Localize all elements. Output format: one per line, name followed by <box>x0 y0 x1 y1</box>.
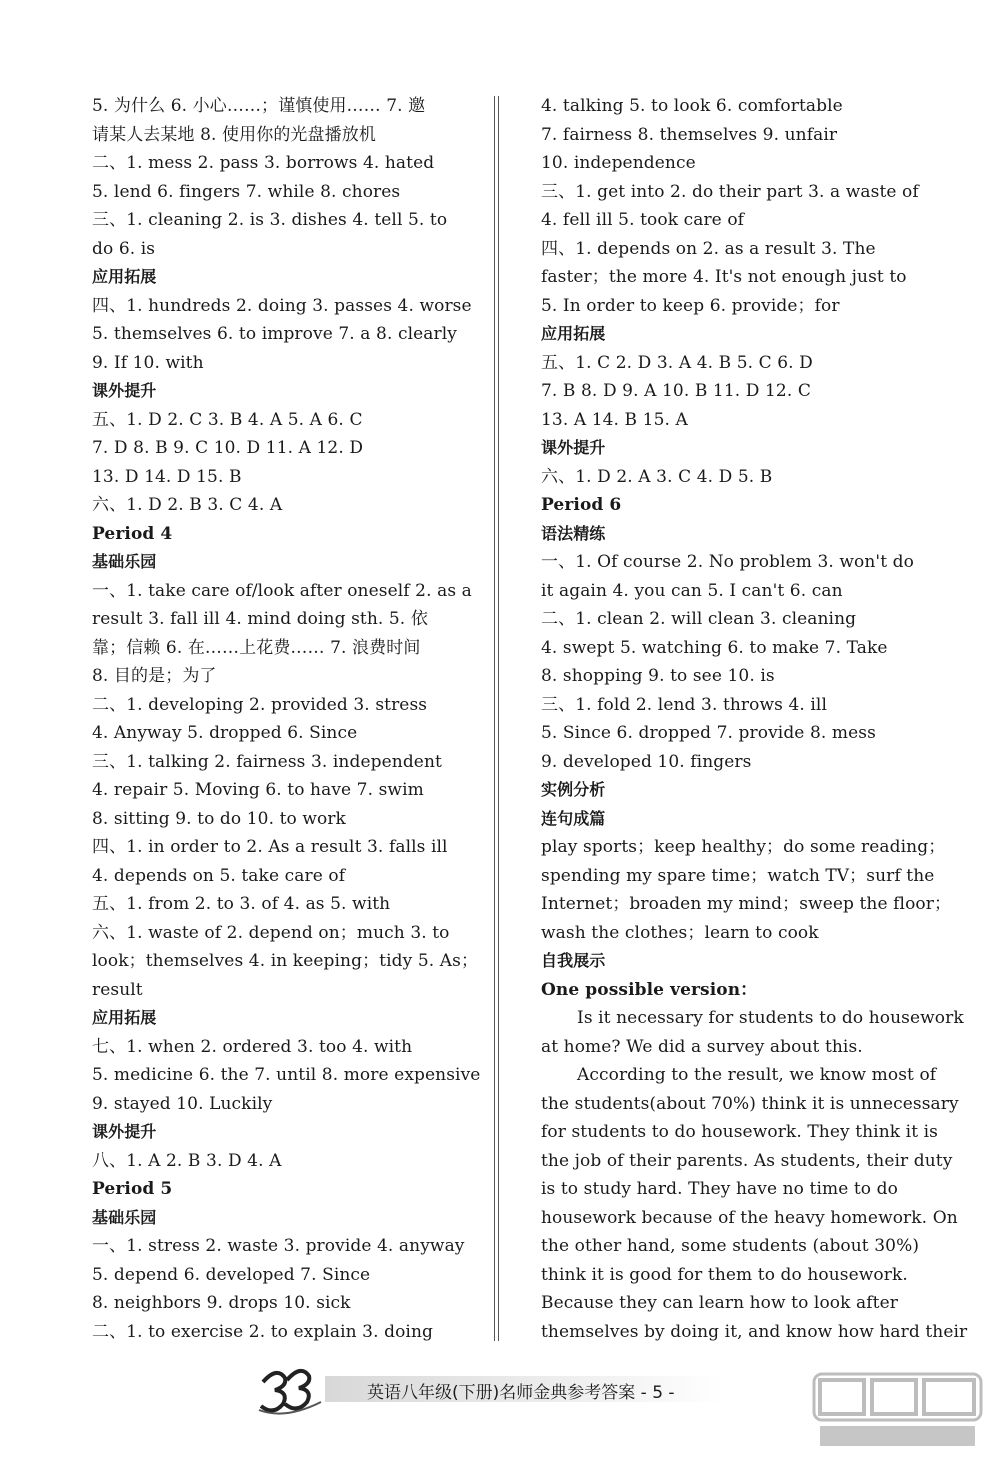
section-heading: 课外提升 <box>541 438 606 457</box>
answer-line: 4. repair 5. Moving 6. to have 7. swim <box>92 780 424 800</box>
answer-line: 六、1. D 2. B 3. C 4. A <box>92 495 283 515</box>
answer-line: the students(about 70%) think it is unnecessary <box>541 1093 959 1114</box>
answer-line: look；themselves 4. in keeping；tidy 5. As； <box>92 951 479 971</box>
answer-line: for students to do housework. They think it is <box>541 1122 939 1142</box>
answer-line: 7. D 8. B 9. C 10. D 11. A 12. D <box>92 438 364 458</box>
section-heading: 课外提升 <box>92 1122 157 1141</box>
answer-line: 六、1. D 2. A 3. C 4. D 5. B <box>541 466 773 487</box>
answer-line: 5. Since 6. dropped 7. provide 8. mess <box>541 723 876 743</box>
answer-line: think it is good for them to do housework. <box>541 1264 908 1285</box>
period-heading: Period 6 <box>541 495 622 515</box>
answer-line: 5. lend 6. fingers 7. while 8. chores <box>92 181 401 202</box>
period-heading: One possible version： <box>541 979 758 1000</box>
answer-line: wash the clothes；learn to cook <box>541 922 819 943</box>
answer-line: result <box>92 979 143 1000</box>
answer-line: 4. depends on 5. take care of <box>92 865 346 886</box>
answer-line: 靠；信赖 6. 在……上花费…… 7. 浪费时间 <box>92 637 421 658</box>
answer-line: 13. A 14. B 15. A <box>541 409 688 430</box>
left-column <box>92 92 481 1346</box>
answer-line: 10. independence <box>541 153 696 173</box>
paragraph-start-line: Is it necessary for students to do housework <box>577 1008 964 1028</box>
answer-line: 二、1. to exercise 2. to explain 3. doing <box>92 1321 433 1342</box>
section-heading: 应用拓展 <box>92 1008 157 1027</box>
answer-line: 一、1. Of course 2. No problem 3. won't do <box>541 552 914 572</box>
section-heading: 基础乐园 <box>92 552 157 571</box>
answer-line: 八、1. A 2. B 3. D 4. A <box>92 1150 282 1171</box>
answer-line: 9. stayed 10. Luckily <box>92 1093 273 1114</box>
answer-line: the job of their parents. As students, their duty <box>541 1150 953 1171</box>
section-heading: 应用拓展 <box>541 324 606 343</box>
answer-line: 4. Anyway 5. dropped 6. Since <box>92 723 358 743</box>
answer-line: 8. shopping 9. to see 10. is <box>541 666 775 686</box>
answer-line: 四、1. hundreds 2. doing 3. passes 4. worse <box>92 295 472 316</box>
answer-line: 五、1. from 2. to 3. of 4. as 5. with <box>92 894 391 914</box>
period-heading: Period 4 <box>92 523 173 544</box>
answer-line: 七、1. when 2. ordered 3. too 4. with <box>92 1036 413 1057</box>
answer-line: 8. sitting 9. to do 10. to work <box>92 808 346 829</box>
answer-line: housework because of the heavy homework. On <box>541 1207 958 1228</box>
answer-line: 4. talking 5. to look 6. comfortable <box>541 96 843 116</box>
mxqe-watermark-logo-icon <box>810 1370 985 1450</box>
answer-line: 5. medicine 6. the 7. until 8. more expensive <box>92 1065 481 1085</box>
answer-line: 一、1. stress 2. waste 3. provide 4. anyway <box>92 1236 465 1256</box>
section-heading: 自我展示 <box>541 951 606 970</box>
answer-line: result 3. fall ill 4. mind doing sth. 5. 依 <box>92 609 428 629</box>
answer-line: 13. D 14. D 15. B <box>92 466 242 487</box>
answer-line: play sports；keep healthy；do some reading； <box>541 837 946 857</box>
period-heading: Period 5 <box>92 1179 173 1199</box>
answer-line: themselves by doing it, and know how hard their <box>541 1321 968 1342</box>
answer-line: 4. swept 5. watching 6. to make 7. Take <box>541 637 888 658</box>
answer-line: it again 4. you can 5. I can't 6. can <box>541 580 843 601</box>
section-heading: 应用拓展 <box>92 267 157 286</box>
answer-line: 四、1. depends on 2. as a result 3. The <box>541 238 876 259</box>
answer-line: 三、1. get into 2. do their part 3. a waste of <box>541 181 919 202</box>
paragraph-start-line: According to the result, we know most of <box>577 1065 937 1085</box>
answer-line: 5. In order to keep 6. provide；for <box>541 295 840 316</box>
footer-title: 英语八年级(下册)名师金典参考答案 - 5 - <box>367 1383 675 1403</box>
answer-line: 5. themselves 6. to improve 7. a 8. clearly <box>92 324 457 344</box>
answer-line: faster；the more 4. It's not enough just to <box>541 267 907 287</box>
page-footer <box>255 1362 725 1418</box>
answer-line: at home? We did a survey about this. <box>541 1036 863 1057</box>
section-heading: 语法精练 <box>541 523 606 543</box>
answer-line: Because they can learn how to look after <box>541 1293 898 1313</box>
section-heading: 连句成篇 <box>541 808 606 828</box>
right-column <box>541 92 968 1346</box>
section-heading: 课外提升 <box>92 381 157 400</box>
answer-line: 7. B 8. D 9. A 10. B 11. D 12. C <box>541 381 811 401</box>
answer-line: 三、1. cleaning 2. is 3. dishes 4. tell 5. to <box>92 210 448 230</box>
answer-line: do 6. is <box>92 238 156 259</box>
answer-line: 8. 目的是；为了 <box>92 666 217 686</box>
answer-line: 7. fairness 8. themselves 9. unfair <box>541 124 838 145</box>
stylized-33-logo-icon <box>255 1362 325 1418</box>
answer-line: 5. 为什么 6. 小心……；谨慎使用…… 7. 邀 <box>92 96 426 116</box>
answer-line: Internet；broaden my mind；sweep the floor； <box>541 894 952 914</box>
answer-line: 一、1. take care of/look after oneself 2. as a <box>92 580 472 601</box>
answer-line: 五、1. D 2. C 3. B 4. A 5. A 6. C <box>92 409 363 430</box>
answer-line: 请某人去某地 8. 使用你的光盘播放机 <box>92 124 376 145</box>
column-divider <box>494 96 499 1341</box>
answer-line: 二、1. mess 2. pass 3. borrows 4. hated <box>92 153 435 173</box>
section-heading: 基础乐园 <box>92 1207 157 1227</box>
answer-line: 三、1. fold 2. lend 3. throws 4. ill <box>541 694 828 715</box>
answer-line: 四、1. in order to 2. As a result 3. falls ill <box>92 837 448 857</box>
answer-line: 9. developed 10. fingers <box>541 751 752 772</box>
answer-line: spending my spare time；watch TV；surf the <box>541 865 935 886</box>
answer-line: 9. If 10. with <box>92 352 204 373</box>
answer-line: 三、1. talking 2. fairness 3. independent <box>92 751 442 772</box>
answer-line: 五、1. C 2. D 3. A 4. B 5. C 6. D <box>541 352 813 373</box>
answer-line: 4. fell ill 5. took care of <box>541 210 745 230</box>
answer-line: is to study hard. They have no time to do <box>541 1179 898 1199</box>
answer-line: 5. depend 6. developed 7. Since <box>92 1264 371 1285</box>
answer-line: 六、1. waste of 2. depend on；much 3. to <box>92 922 450 943</box>
section-heading: 实例分析 <box>541 780 606 799</box>
answer-line: the other hand, some students (about 30%) <box>541 1236 920 1256</box>
answer-line: 8. neighbors 9. drops 10. sick <box>92 1293 351 1313</box>
answer-line: 二、1. developing 2. provided 3. stress <box>92 694 428 715</box>
answer-line: 二、1. clean 2. will clean 3. cleaning <box>541 609 857 629</box>
